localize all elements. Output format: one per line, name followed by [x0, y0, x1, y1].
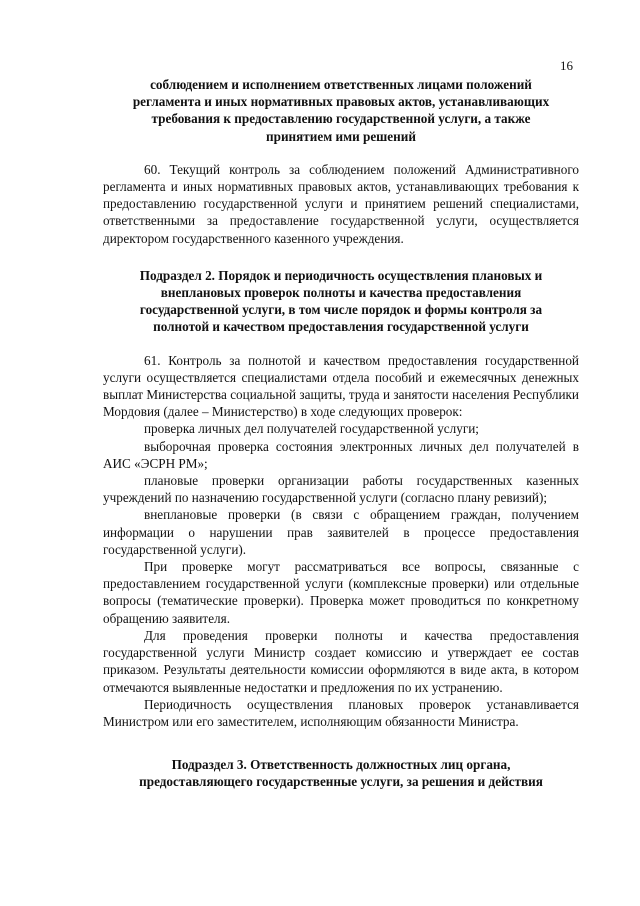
- check-item: плановые проверки организации работы государственных казенных учреждений по назначению государственной услуги (согласно плану ревизий);: [103, 473, 579, 506]
- heading-line: соблюдением и исполнением ответственных лицами положений: [150, 77, 532, 92]
- heading-line: полнотой и качеством предоставления государственной услуги: [153, 319, 529, 335]
- section-heading-continuation: [103, 76, 579, 145]
- paragraph-periodicity: Периодичность осуществления плановых проверок устанавливается Министром или его заместителем, исполняющим обязанности Министра.: [103, 696, 579, 729]
- paragraph-scope: При проверке могут рассматриваться все вопросы, связанные с предоставлением государственной услуги (комплексные проверки) или отдельные вопросы (тематические проверки). Проверка может проводиться по конкретному обращению заявителя.: [103, 559, 579, 626]
- heading-line: Подраздел 2. Порядок и периодичность осуществления плановых и: [139, 267, 543, 283]
- page-content: [103, 76, 579, 791]
- check-item: проверка личных дел получателей государственной услуги;: [144, 421, 479, 437]
- paragraph-60: 60. Текущий контроль за соблюдением положений Административного регламента и иных нормативных правовых актов, устанавливающих требования к предоставлению государственной услуги и принятием решений специалистами, ответственными за предоставление государственной услуги, осуществляется директором государственного казенного учреждения.: [103, 161, 579, 246]
- heading-line: регламента и иных нормативных правовых актов, устанавливающих: [132, 94, 550, 110]
- page-number: 16: [560, 58, 573, 73]
- heading-line: государственной услуги, в том числе порядок и формы контроля за: [139, 302, 543, 318]
- heading-line: Подраздел 3. Ответственность должностных лиц органа,: [171, 757, 511, 773]
- paragraph-61: 61. Контроль за полнотой и качеством предоставления государственной услуги осуществляется специалистами отдела пособий и ежемесячных денежных выплат Министерства социальной защиты, труда и занятости населения Республики Мордовия (далее – Министерство) в ходе следующих проверок:: [103, 352, 579, 420]
- check-item: выборочная проверка состояния электронных личных дел получателей в АИС «ЭСРН РМ»;: [103, 438, 579, 471]
- subsection-3-heading: [103, 756, 579, 790]
- check-item: внеплановые проверки (в связи с обращением граждан, получением информации о нарушении прав заявителей в процессе предоставления государственной услуги).: [103, 507, 579, 557]
- heading-line: принятием ими решений: [266, 128, 416, 144]
- heading-line: предоставляющего государственные услуги, за решения и действия: [139, 774, 543, 790]
- heading-line: требования к предоставлению государственной услуги, а также: [151, 111, 531, 127]
- paragraph-commission: Для проведения проверки полноты и качества предоставления государственной услуги Министр создает комиссию и утверждает ее состав приказом. Результаты деятельности комиссии оформляются в виде акта, в котором отмечаются выявленные недостатки и предложения по их устранению.: [103, 627, 579, 695]
- heading-line: внеплановых проверок полноты и качества предоставления: [160, 285, 522, 301]
- subsection-2-heading: [103, 267, 579, 336]
